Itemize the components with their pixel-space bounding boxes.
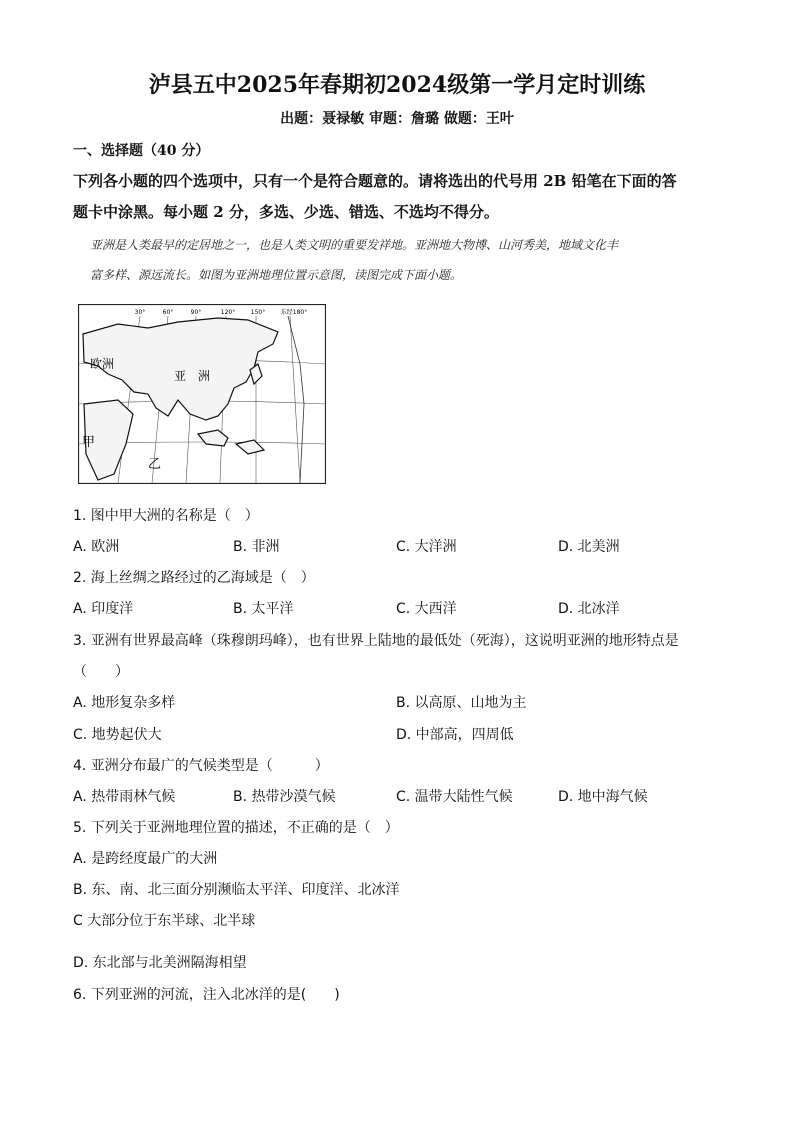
q3-option-a: A. 地形复杂多样 [73, 695, 176, 711]
q2-option-c: C. 大西洋 [396, 601, 457, 617]
question-3-stem-cont: （ ） [73, 664, 129, 680]
intro-line-2: 富多样、源远流长。如图为亚洲地理位置示意图，读图完成下面小题。 [90, 268, 463, 282]
lon-label-120: 120° [220, 309, 236, 316]
map-label-jia: 甲 [82, 435, 96, 450]
instruction-line-1: 下列各小题的四个选项中，只有一个是符合题意的。请将选出的代号用 2B 铅笔在下面的答 [73, 172, 677, 190]
q2-option-b: B. 太平洋 [233, 601, 294, 617]
q1-option-d: D. 北美洲 [558, 539, 620, 555]
q4-option-a: A. 热带雨林气候 [73, 789, 176, 805]
q3-option-c: C. 地势起伏大 [73, 727, 162, 743]
q1-option-a: A. 欧洲 [73, 539, 120, 555]
question-5-stem: 5. 下列关于亚洲地理位置的描述，不正确的是（ ） [73, 820, 399, 836]
lon-label-30: 30° [134, 309, 146, 316]
q4-option-c: C. 温带大陆性气候 [396, 789, 513, 805]
lon-label-90: 90° [190, 309, 202, 316]
map-label-europe: 欧洲 [90, 357, 115, 371]
map-label-yi: 乙 [148, 457, 162, 472]
q4-option-d: D. 地中海气候 [558, 789, 648, 805]
q5-option-a: A. 是跨经度最广的大洲 [73, 851, 218, 867]
q3-option-b: B. 以高原、山地为主 [396, 695, 527, 711]
q5-option-b: B. 东、南、北三面分别濒临太平洋、印度洋、北冰洋 [73, 882, 400, 898]
asia-location-map [78, 304, 326, 484]
lon-label-60: 60° [162, 309, 174, 316]
question-2-stem: 2. 海上丝绸之路经过的乙海域是（ ） [73, 570, 315, 586]
exam-credits: 出题：聂禄敏 审题：詹璐 做题：王叶 [280, 111, 514, 127]
q3-option-d: D. 中部高，四周低 [396, 727, 514, 743]
question-6-stem: 6. 下列亚洲的河流，注入北冰洋的是( ) [73, 987, 340, 1003]
map-label-asia: 亚 洲 [174, 369, 211, 383]
q2-option-d: D. 北冰洋 [558, 601, 620, 617]
lon-label-180: 东经180° [280, 309, 308, 316]
q5-option-d: D. 东北部与北美洲隔海相望 [73, 955, 247, 971]
question-1-stem: 1. 图中甲大洲的名称是（ ） [73, 508, 259, 524]
q2-option-a: A. 印度洋 [73, 601, 134, 617]
question-4-stem: 4. 亚洲分布最广的气候类型是（ ） [73, 758, 329, 774]
q1-option-b: B. 非洲 [233, 539, 280, 555]
intro-line-1: 亚洲是人类最早的定居地之一，也是人类文明的重要发祥地。亚洲地大物博、山河秀美，地域文化丰 [90, 238, 619, 252]
q1-option-c: C. 大洋洲 [396, 539, 457, 555]
q5-option-c: C 大部分位于东半球、北半球 [73, 913, 256, 929]
instruction-line-2: 题卡中涂黑。每小题 2 分，多选、少选、错选、不选均不得分。 [73, 203, 499, 221]
question-3-stem: 3. 亚洲有世界最高峰（珠穆朗玛峰），也有世界上陆地的最低处（死海），这说明亚洲的地形特点是 [73, 633, 679, 649]
page-title: 泸县五中2025年春期初2024级第一学月定时训练 [148, 72, 646, 98]
lon-label-150: 150° [250, 309, 266, 316]
map-figure [78, 304, 326, 484]
q4-option-b: B. 热带沙漠气候 [233, 789, 336, 805]
section-heading: 一、选择题（40 分） [73, 143, 210, 159]
